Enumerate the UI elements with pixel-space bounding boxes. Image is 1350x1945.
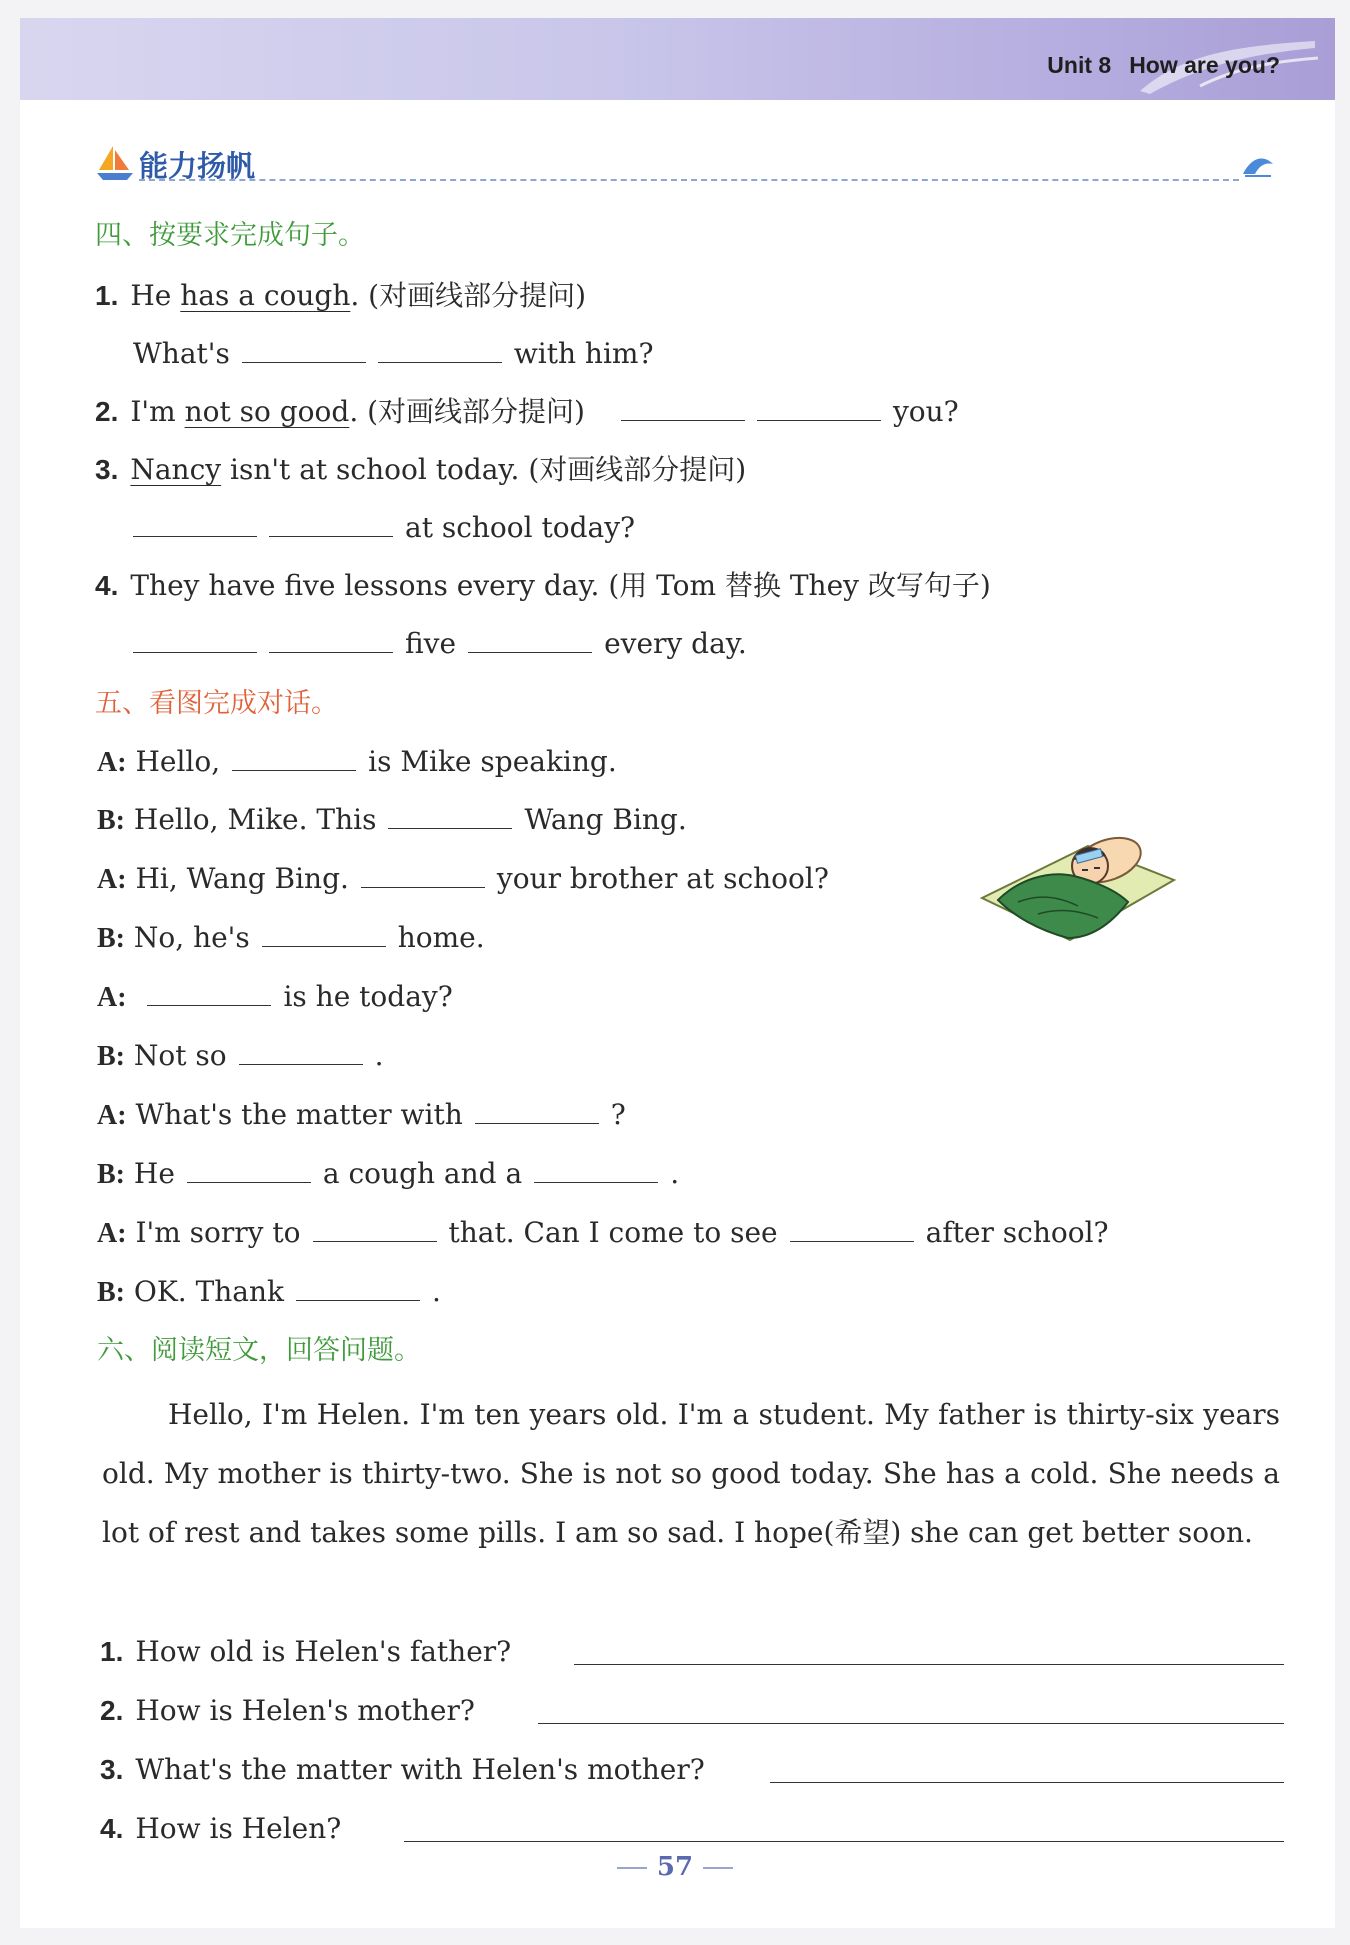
wave-icon bbox=[1241, 152, 1275, 178]
s4-question-3-answer-line: at school today? bbox=[121, 510, 635, 546]
page-number: 57 bbox=[0, 1852, 1350, 1882]
sailboat-icon bbox=[95, 142, 135, 182]
unit-title: Unit 8 How are you? bbox=[1047, 52, 1280, 78]
dialogue-line: A: Hello, is Mike speaking. bbox=[97, 745, 617, 778]
s6-question: 4. How is Helen? bbox=[100, 1812, 342, 1845]
sick-boy-in-bed-illustration bbox=[978, 810, 1178, 970]
section5-heading: 五、看图完成对话。 bbox=[95, 688, 338, 719]
answer-line[interactable] bbox=[404, 1841, 1284, 1842]
dialogue-line: B: Hello, Mike. This Wang Bing. bbox=[97, 803, 687, 836]
s6-question: 3. What's the matter with Helen's mother? bbox=[100, 1753, 705, 1786]
answer-blank[interactable] bbox=[269, 510, 393, 537]
answer-blank[interactable] bbox=[757, 394, 881, 421]
answer-blank[interactable] bbox=[388, 802, 512, 829]
dialogue-line: B: Not so . bbox=[97, 1039, 384, 1072]
s4-question-3: 3. Nancy isn't at school today. (对画线部分提问) bbox=[95, 453, 747, 486]
answer-blank[interactable] bbox=[296, 1274, 420, 1301]
dialogue-line: A: I'm sorry to that. Can I come to see after school? bbox=[97, 1216, 1109, 1249]
answer-line[interactable] bbox=[770, 1782, 1284, 1783]
answer-blank[interactable] bbox=[239, 1038, 363, 1065]
dialogue-line: B: No, he's home. bbox=[97, 921, 485, 954]
dialogue-line: A: is he today? bbox=[97, 980, 453, 1013]
section6-heading: 六、阅读短文，回答问题。 bbox=[97, 1335, 421, 1366]
answer-blank[interactable] bbox=[187, 1156, 311, 1183]
answer-blank[interactable] bbox=[534, 1156, 658, 1183]
answer-blank[interactable] bbox=[147, 979, 271, 1006]
s4-question-4: 4. They have five lessons every day. (用 Tom 替换 They 改写句子) bbox=[95, 569, 991, 602]
s6-question: 1. How old is Helen's father? bbox=[100, 1635, 512, 1668]
s4-question-1: 1. He has a cough. (对画线部分提问) bbox=[95, 279, 587, 312]
answer-blank[interactable] bbox=[232, 744, 356, 771]
answer-blank[interactable] bbox=[621, 394, 745, 421]
answer-blank[interactable] bbox=[133, 510, 257, 537]
dialogue-line: A: What's the matter with ? bbox=[97, 1098, 626, 1131]
answer-blank[interactable] bbox=[133, 626, 257, 653]
answer-line[interactable] bbox=[538, 1723, 1284, 1724]
dialogue-line: B: OK. Thank . bbox=[97, 1275, 441, 1308]
s6-question: 2. How is Helen's mother? bbox=[100, 1694, 475, 1727]
answer-blank[interactable] bbox=[475, 1097, 599, 1124]
banner-label: 能力扬帆 bbox=[139, 149, 256, 183]
answer-blank[interactable] bbox=[790, 1215, 914, 1242]
answer-blank[interactable] bbox=[242, 336, 366, 363]
dialogue-line: B: He a cough and a . bbox=[97, 1157, 680, 1190]
s4-question-1-answer-line: What's with him? bbox=[133, 337, 654, 370]
answer-blank[interactable] bbox=[468, 626, 592, 653]
answer-blank[interactable] bbox=[269, 626, 393, 653]
s4-question-2: 2. I'm not so good. (对画线部分提问) you? bbox=[95, 395, 959, 428]
answer-blank[interactable] bbox=[378, 336, 502, 363]
section4-heading: 四、按要求完成句子。 bbox=[95, 220, 365, 251]
answer-blank[interactable] bbox=[313, 1215, 437, 1242]
answer-line[interactable] bbox=[574, 1664, 1284, 1665]
s4-question-4-answer-line: five every day. bbox=[121, 626, 747, 662]
banner-dashed-line bbox=[139, 179, 1239, 181]
dialogue-line: A: Hi, Wang Bing. your brother at school? bbox=[97, 862, 829, 895]
section-banner bbox=[95, 142, 1275, 182]
answer-blank[interactable] bbox=[262, 920, 386, 947]
reading-passage: Hello, I'm Helen. I'm ten years old. I'm a student. My father is thirty-six years old. My mother is thirty-two. She is not so good today. She has a cold. She needs a lot of rest and takes some pills. I am so sad. I hope(希望) she can get better soon. bbox=[102, 1398, 1280, 1549]
answer-blank[interactable] bbox=[361, 861, 485, 888]
